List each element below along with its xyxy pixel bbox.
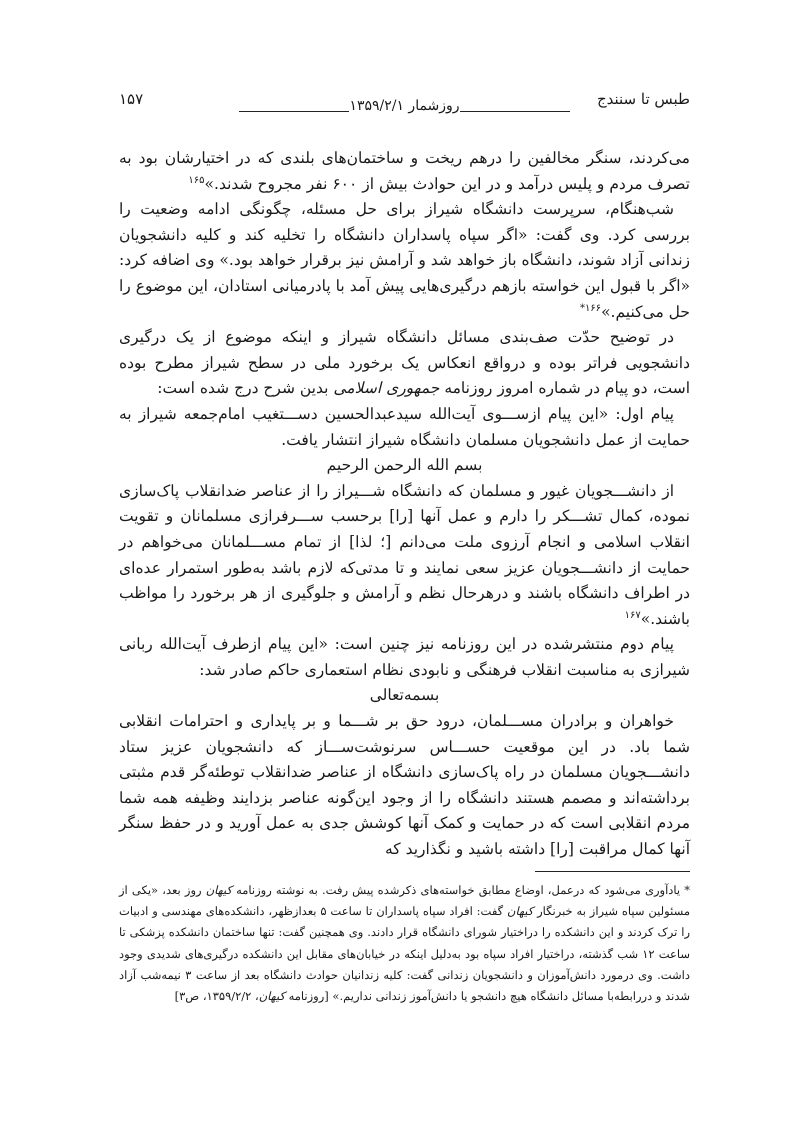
journal-date-line: [239, 98, 570, 112]
paragraph: شب‌هنگام، سرپرست دانشگاه شیراز برای حل مسئله، چگونگی ادامه وضعیت را بررسی کرد. وی گفت: «اگر سپاه پاسداران دانشگاه را تخلیه کند و کلیه دانشجویان زندانی آزاد شوند، دانشگاه باز خواهد شد و آرامش نیز برقرار خواهد بود.» وی اضافه کرد: «اگر با قبول این خواسته بازهم درگیری‌هایی پیش آمد با پادرمیانی استادان، این موضوع را حل می‌کنیم.»$^{۱۶۶*}$: [119, 200, 690, 321]
footnotes: [119, 880, 690, 1007]
footnote-ref: ۱۶۵: [188, 174, 205, 186]
footnote: * یادآوری می‌شود که درعمل، اوضاع مطابق خواسته‌های ذکرشده پیش رفت. به نوشته روزنامه کیهان روز بعد، «یکی از مسئولین سپاه شیراز به خبرنگار کیهان گفت: افراد سپاه پاسداران تا ساعت ۵ بعدازظهر، دانشکده‌های مهندسی و ادبیات را ترک کردند و این دانشکده را دراختیار شورای دانشگاه قرار دادند. وی همچنین گفت: تنها ساختمان دانشکده پزشکی تا ساعت ۱۲ شب گذشته، دراختیار افراد سپاه بود به‌دلیل اینکه در خیابان‌های مقابل این دانشکده درگیری‌های شدیدی وجود داشت. وی درمورد دانش‌آموزان و دانشجویان زندانی گفت: کلیه زندانیان حوادث دانشگاه بعد از ساعت ۳ نیمه‌شب آزاد شدند و دررابطه‌با مسائل دانشگاه هیچ دانشجو یا دانش‌آموز زندانی نداریم.» [روزنامه کیهان، ۱۳۵۹/۲/۲، ص۳]: [119, 883, 690, 1004]
paragraph: پیام دوم منتشرشده در این روزنامه نیز چنین است: «این پیام ازطرف آیت‌الله ربانی شیرازی به مناسبت انقلاب فرهنگی و نابودی نظام استعماری حاکم صادر شد:: [119, 635, 690, 679]
paragraph: می‌کردند، سنگر مخالفین را درهم ریخت و ساختمان‌های بلندی که در اختیارشان بود به تصرف مردم و پلیس درآمد و در این حوادث بیش از ۶۰۰ نفر مجروح شدند.»$^{۱۶۵}$: [119, 149, 690, 193]
journal-date-label: روزشمار ۱۳۵۹/۲/۱: [349, 98, 460, 114]
paragraph: در توضیح حدّت صف‌بندی مسائل دانشگاه شیراز و اینکه موضوع از یک درگیری دانشجویی فراتر بوده و درواقع انعکاس یک برخورد ملی در سطح شیراز مطرح بوده است، دو پیام در شماره امروز روزنامه جمهوری اسلامی بدین شرح درج شده است:: [119, 328, 690, 398]
footnote-separator: [535, 871, 690, 872]
paragraph: خواهران و برادران مســـلمان، درود حق بر شـــما و بر پایداری و احترامات انقلابی شما باد. در این موقعیت حســـاس سرنوشت‌ســـاز که دانشجویان عزیز ستاد دانشـــجویان مسلمان در راه پاک‌سازی دانشگاه از عناصر ضدانقلاب توطئه‌گر قدم مثبتی برداشته‌اند و مصمم هستند دانشگاه را از وجود این‌گونه عناصر بزدایند وظیفه همه شما مردم انقلابی است که در حمایت و کمک آنها کوشش جدی به عمل آورید و در حفظ سنگر آنها کمال مراقبت [را] داشته باشید و نگذارید که: [119, 712, 690, 859]
main-text: [119, 146, 690, 863]
header-rule-left: [239, 111, 349, 112]
newspaper-name: کیهان: [205, 883, 232, 897]
footnote-ref: ۱۶۷: [624, 609, 641, 621]
bismihi-heading: بسمه‌تعالی: [369, 686, 440, 705]
page-number: ۱۵۷: [119, 90, 144, 108]
newspaper-name: کیهان: [507, 904, 534, 919]
paragraph: پیام اول: «این پیام ازســـوی آیت‌الله سیدعبدالحسین دســـتغیب امام‌جمعه شیراز به حمایت از عمل دانشجویان مسلمان دانشگاه شیراز انتشار یافت.: [119, 404, 690, 449]
newspaper-name: جمهوری اسلامی: [333, 379, 440, 398]
basmala: بسم الله الرحمن الرحیم: [326, 456, 483, 475]
footnote-ref: ۱۶۶*: [579, 302, 602, 314]
newspaper-name: کیهان: [258, 989, 285, 1004]
book-title: طبس تا سنندج: [596, 90, 690, 108]
page-header: [119, 88, 690, 118]
paragraph: از دانشـــجویان غیور و مسلمان که دانشگاه شـــیراز را از عناصر ضدانقلاب پاک‌سازی نموده، کمال تشـــکر را دارم و عمل آنها [را] برحسب ســـرفرازی مسلمانان و تقویت انقلاب اسلامی و انجام آرزوی ملت می‌دانم [؛ لذا] از تمام مســـلمانان می‌خواهم در حمایت از دانشـــجویان عزیز سعی نمایند و تا مدتی‌که لازم باشد به‌طور استمرار عده‌ای در اطراف دانشگاه باشند و درهرحال نظم و آرامش و جلوگیری از هر برخورد را مواظب باشند.»$^{۱۶۷}$: [119, 481, 690, 628]
footnote-marker: *: [684, 883, 690, 897]
